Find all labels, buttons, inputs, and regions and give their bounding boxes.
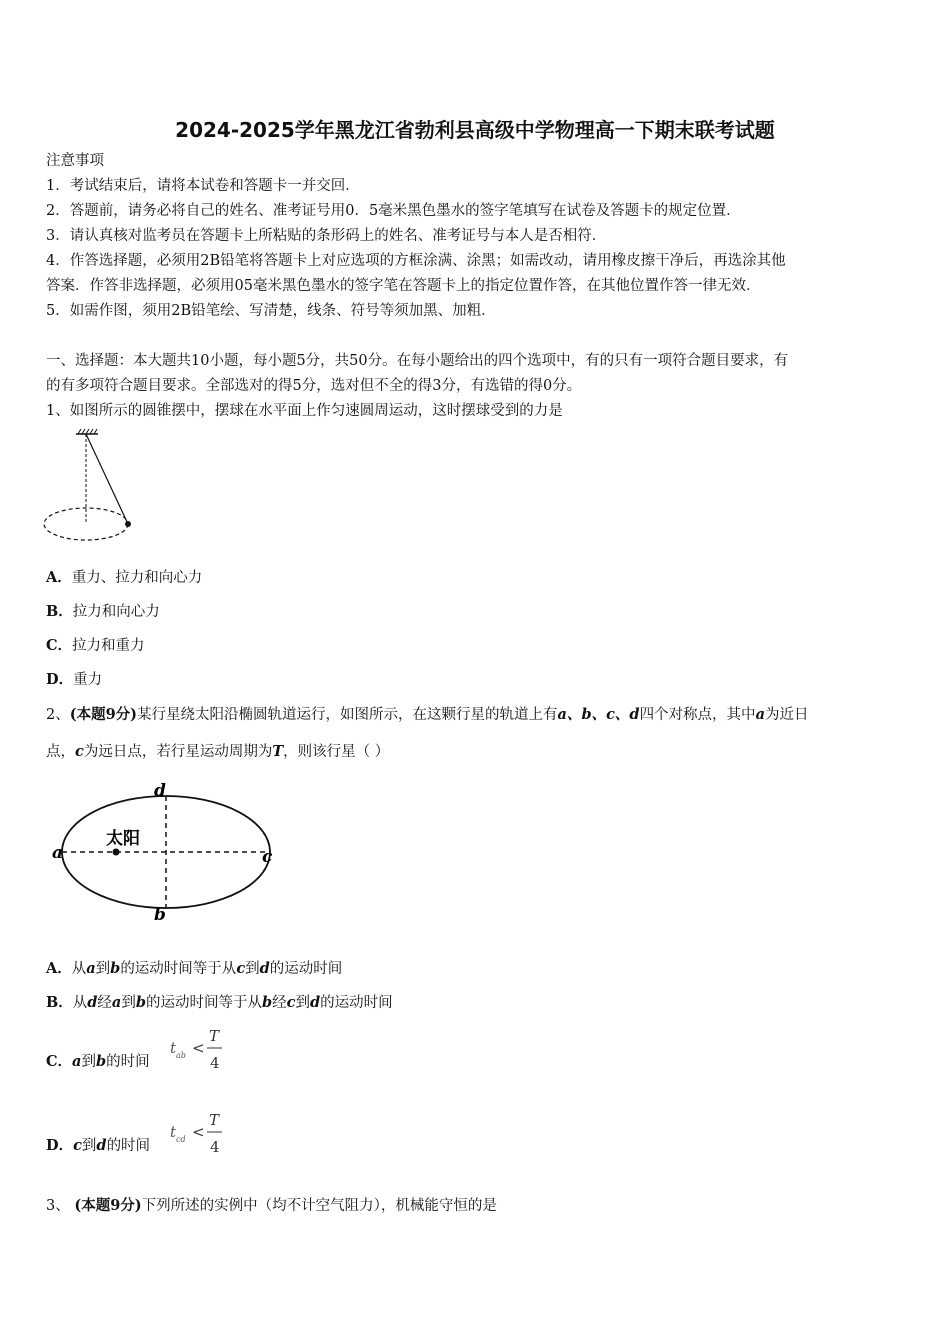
question-1-stem: 1、如图所示的圆锥摆中，摆球在水平面上作匀速圆周运动，这时摆球受到的力是	[46, 403, 563, 419]
point-c-label: c	[262, 847, 273, 867]
svg-text:4: 4	[210, 1054, 220, 1072]
question-3-stem: 3、 (本题9分)下列所述的实例中（均不计空气阻力），机械能守恒的是	[46, 1197, 497, 1214]
section-instruction: 的有多项符合题目要求。全部选对的得5分，选对但不全的得3分，有选错的得0分。	[46, 378, 582, 394]
question-1-option-a: A．重力、拉力和向心力	[46, 569, 203, 586]
question-1-option-c: C．拉力和重力	[46, 637, 145, 654]
conical-pendulum-figure	[40, 428, 140, 546]
notice-item: 1．考试结束后，请将本试卷和答题卡一并交回．	[46, 178, 360, 194]
question-1-option-b: B．拉力和向心力	[46, 603, 160, 620]
question-2-option-b: B．从d经a到b的运动时间等于从b经c到d的运动时间	[46, 994, 393, 1011]
notice-heading: 注意事项	[46, 153, 104, 169]
elliptical-orbit-figure	[44, 776, 284, 926]
svg-text:t: t	[170, 1123, 177, 1141]
notice-item: 5．如需作图，须用2B铅笔绘、写清楚，线条、符号等须加黑、加粗．	[46, 303, 496, 319]
svg-text:<: <	[192, 1123, 205, 1141]
point-b-label: b	[154, 905, 166, 925]
question-2-stem-line2: 点，c为远日点，若行星运动周期为T，则该行星（ ）	[46, 743, 390, 760]
sun-dot	[113, 849, 120, 856]
svg-text:cd: cd	[176, 1135, 186, 1144]
svg-text:T: T	[209, 1111, 220, 1129]
question-2-option-c: C．a到b的时间	[46, 1053, 150, 1070]
question-1-option-d: D．重力	[46, 671, 103, 688]
formula-tcd-lt-t-over-4	[168, 1110, 228, 1158]
section-instruction: 一、选择题：本大题共10小题，每小题5分，共50分。在每小题给出的四个选项中，有的只有一项符合题目要求，有	[46, 353, 789, 369]
notice-item: 4．作答选择题，必须用2B铅笔将答题卡上对应选项的方框涂满、涂黑；如需改动，请用橡皮擦干净后，再选涂其他	[46, 253, 786, 269]
svg-text:<: <	[192, 1039, 205, 1057]
notice-item: 2．答题前，请务必将自己的姓名、准考证号用0．5毫米黑色墨水的签字笔填写在试卷及答题卡的规定位置．	[46, 203, 741, 219]
question-2-option-d: D．c到d的时间	[46, 1137, 151, 1154]
formula-tab-lt-t-over-4	[168, 1026, 228, 1074]
notice-item: 3．请认真核对监考员在答题卡上所粘贴的条形码上的姓名、准考证号与本人是否相符．	[46, 228, 607, 244]
svg-text:T: T	[209, 1027, 220, 1045]
point-a-label: a	[52, 843, 64, 863]
question-2-stem-line1: 2、(本题9分)某行星绕太阳沿椭圆轨道运行，如图所示，在这颗行星的轨道上有a、b、c、d四个对称点，其中a为近日	[46, 706, 809, 723]
svg-text:ab: ab	[176, 1051, 186, 1060]
svg-text:4: 4	[210, 1138, 220, 1156]
sun-label: 太阳	[106, 829, 140, 849]
question-2-option-a: A．从a到b的运动时间等于从c到d的运动时间	[46, 960, 343, 977]
point-d-label: d	[154, 781, 166, 801]
page-title: 2024-2025学年黑龙江省勃利县高级中学物理高一下期末联考试题	[175, 118, 775, 142]
svg-text:t: t	[170, 1039, 177, 1057]
notice-item: 答案．作答非选择题，必须用05毫米黑色墨水的签字笔在答题卡上的指定位置作答，在其他位置作答一律无效．	[46, 278, 761, 294]
